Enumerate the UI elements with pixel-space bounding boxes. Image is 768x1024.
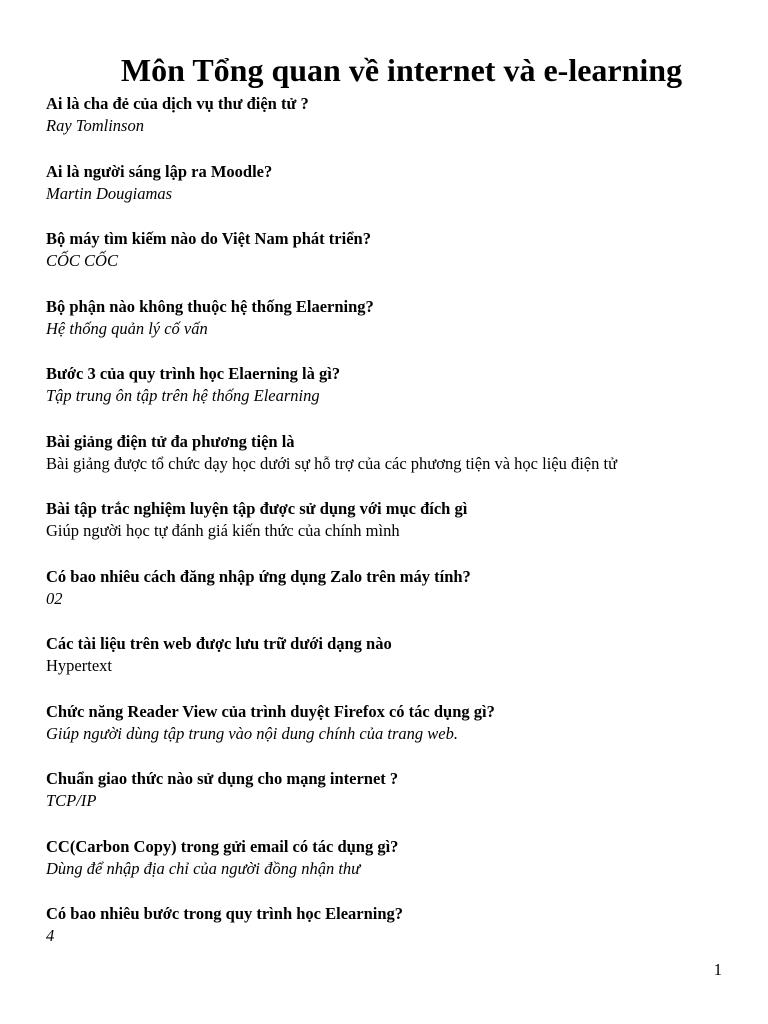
question-text: Bài giảng điện tử đa phương tiện là bbox=[46, 431, 295, 451]
question-text: Ai là người sáng lập ra Moodle? bbox=[46, 161, 273, 181]
qa-item bbox=[46, 701, 746, 769]
qa-list bbox=[46, 93, 746, 971]
qa-item bbox=[46, 431, 746, 499]
question-text: Có bao nhiêu bước trong quy trình học Elearning? bbox=[46, 904, 404, 923]
qa-item bbox=[46, 566, 746, 634]
question-text: Chuẩn giao thức nào sử dụng cho mạng internet ? bbox=[46, 769, 399, 788]
qa-item bbox=[46, 903, 746, 971]
question-text: Ai là cha đẻ của dịch vụ thư điện tử ? bbox=[46, 94, 309, 113]
answer-text: Dùng để nhập địa chỉ của người đồng nhận thư bbox=[46, 858, 361, 878]
answer-text: Giúp người học tự đánh giá kiến thức của chính mình bbox=[46, 521, 400, 540]
answer-text: 4 bbox=[46, 926, 55, 945]
document-title: Môn Tổng quan về internet và e-learning bbox=[120, 52, 683, 88]
answer-text: Martin Dougiamas bbox=[46, 183, 173, 203]
answer-text: Bài giảng được tổ chức dạy học dưới sự hỗ trợ của các phương tiện và học liệu điện tử bbox=[46, 453, 618, 473]
question-text: Có bao nhiêu cách đăng nhập ứng dụng Zalo trên máy tính? bbox=[46, 566, 471, 586]
question-text: Chức năng Reader View của trình duyệt Firefox có tác dụng gì? bbox=[46, 701, 495, 721]
question-text: Bộ phận nào không thuộc hệ thống Elaerning? bbox=[46, 296, 374, 316]
question-text: Các tài liệu trên web được lưu trữ dưới dạng nào bbox=[46, 634, 392, 653]
page-number: 1 bbox=[713, 960, 722, 979]
answer-text: 02 bbox=[46, 588, 63, 608]
qa-item bbox=[46, 498, 746, 566]
answer-text: Tập trung ôn tập trên hệ thống Elearning bbox=[46, 386, 320, 405]
answer-text: Hypertext bbox=[46, 656, 112, 675]
qa-item bbox=[46, 363, 746, 431]
question-text: Bộ máy tìm kiếm nào do Việt Nam phát triển? bbox=[46, 229, 371, 248]
qa-item bbox=[46, 633, 746, 701]
qa-item bbox=[46, 768, 746, 836]
answer-text: Ray Tomlinson bbox=[46, 116, 144, 135]
answer-text: Giúp người dùng tập trung vào nội dung chính của trang web. bbox=[46, 723, 458, 743]
answer-text: Hệ thống quản lý cố vấn bbox=[46, 318, 208, 338]
question-text: CC(Carbon Copy) trong gửi email có tác dụng gì? bbox=[46, 836, 399, 856]
qa-item bbox=[46, 296, 746, 364]
qa-item bbox=[46, 161, 746, 229]
question-text: Bước 3 của quy trình học Elaerning là gì? bbox=[46, 364, 341, 383]
qa-item bbox=[46, 836, 746, 904]
answer-text: TCP/IP bbox=[46, 791, 97, 810]
answer-text: CỐC CỐC bbox=[46, 251, 118, 270]
qa-item bbox=[46, 228, 746, 296]
qa-item bbox=[46, 93, 746, 161]
question-text: Bài tập trắc nghiệm luyện tập được sử dụng với mục đích gì bbox=[46, 499, 468, 518]
